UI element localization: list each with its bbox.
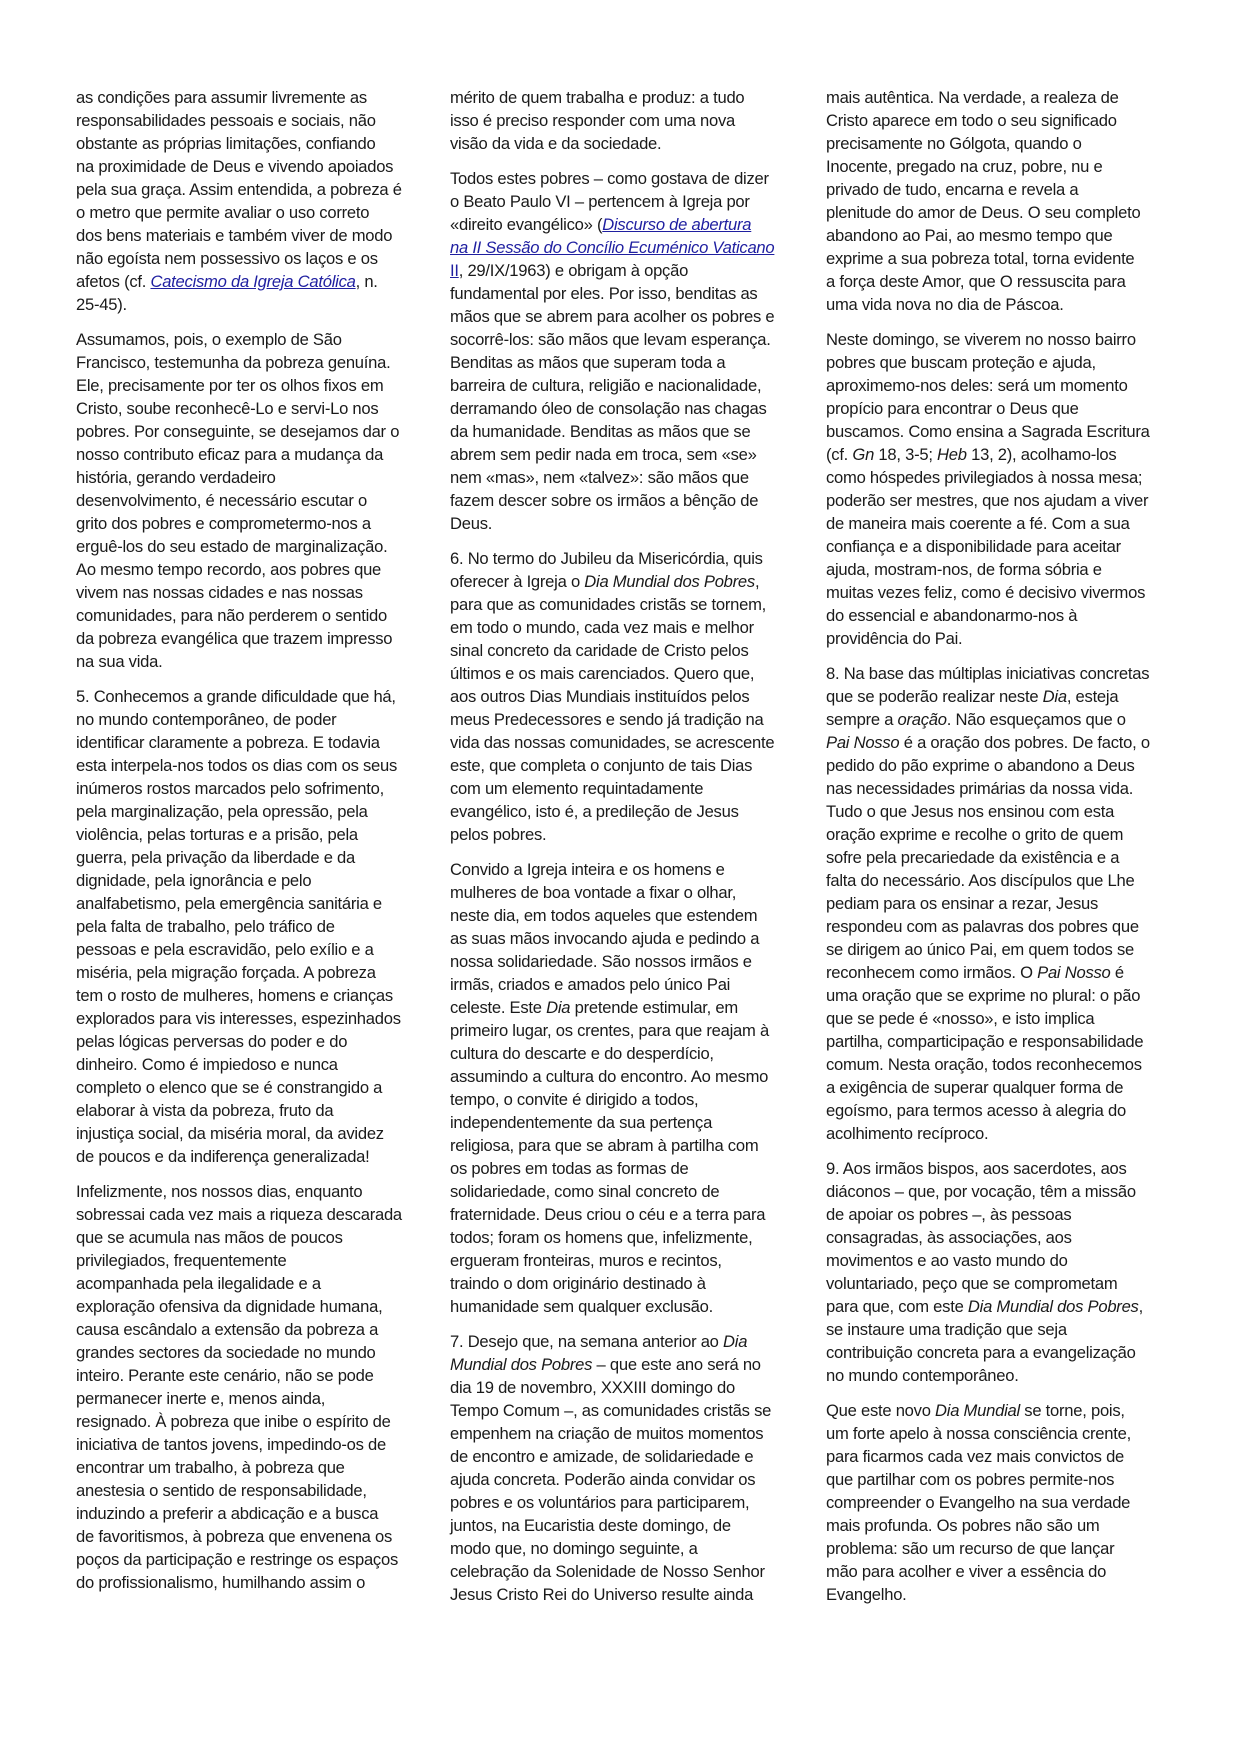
text-line: guerra, pela privação da liberdade e da <box>76 848 355 867</box>
text-line: vivem nas nossas cidades e nas nossas <box>76 583 363 602</box>
text-line: história, gerando verdadeiro <box>76 468 276 487</box>
text-line: da humanidade. Benditas as mãos que se <box>450 422 751 441</box>
text-line: empenhem na criação de muitos momentos <box>450 1424 764 1443</box>
text-line: diáconos – que, por vocação, têm a missão <box>826 1182 1136 1201</box>
text-line: analfabetismo, pela emergência sanitária e <box>76 894 382 913</box>
text-fragment: pretende estimular, em <box>570 998 738 1017</box>
text-line: encontrar um trabalho, à pobreza que <box>76 1458 345 1477</box>
paragraph-wealth-inequality <box>76 1180 426 1594</box>
emphasis-text: Dia Mundial <box>935 1401 1020 1420</box>
text-line: no mundo contemporâneo, de poder <box>76 710 337 729</box>
text-line: no mundo contemporâneo. <box>826 1366 1019 1385</box>
paragraph-invitation <box>450 858 798 1318</box>
text-line: Evangelho. <box>826 1585 907 1604</box>
text-fragment: para que, com este <box>826 1297 968 1316</box>
text-line: Infelizmente, nos nossos dias, enquanto <box>76 1182 363 1201</box>
text-fragment: , esteja <box>1066 687 1119 706</box>
text-line: humanidade sem qualquer exclusão. <box>450 1297 713 1316</box>
text-line: obstante as próprias limitações, confiando <box>76 134 376 153</box>
text-line: plenitude do amor de Deus. O seu completo <box>826 203 1141 222</box>
text-line: cultura do descarte e do desperdício, <box>450 1044 714 1063</box>
text-line: celebração da Solenidade de Nosso Senhor <box>450 1562 765 1581</box>
text-line: que se acumula nas mãos de poucos <box>76 1228 343 1247</box>
text-line: traindo o dom originário destinado à <box>450 1274 706 1293</box>
text-line: se instaure uma tradição que seja <box>826 1320 1067 1339</box>
text-line: ajuda concreta. Poderão ainda convidar os <box>450 1470 756 1489</box>
text-line: responsabilidades pessoais e sociais, não <box>76 111 376 130</box>
text-line: as suas mãos invocando ajuda e pedindo a <box>450 929 760 948</box>
text-line: propício para encontrar o Deus que <box>826 399 1079 418</box>
text-line: dia 19 de novembro, XXXIII domingo do <box>450 1378 736 1397</box>
text-line: com um elemento requintadamente <box>450 779 704 798</box>
text-line <box>450 259 798 282</box>
paragraph-section-8 <box>826 662 1178 1145</box>
emphasis-text: Mundial dos Pobres <box>450 1355 593 1374</box>
text-line: mão para acolher e viver a essência do <box>826 1562 1107 1581</box>
text-line: Jesus Cristo Rei do Universo resulte ainda <box>450 1585 754 1604</box>
text-line <box>826 731 1178 754</box>
text-line: muitas vezes feliz, como é decisivo vivermos <box>826 583 1146 602</box>
text-fragment: – que este ano será no <box>592 1355 761 1374</box>
text-fragment: é <box>1110 963 1124 982</box>
text-line: compreender o Evangelho na sua verdade <box>826 1493 1131 1512</box>
text-fragment: sempre a <box>826 710 898 729</box>
text-line: se dirigem ao único Pai, em quem todos se <box>826 940 1134 959</box>
text-line: esta interpela-nos todos os dias com os seus <box>76 756 398 775</box>
text-line: pela sua graça. Assim entendida, a pobreza é <box>76 180 402 199</box>
text-line: evangélico, isto é, a predileção de Jesus <box>450 802 739 821</box>
text-line <box>450 996 798 1019</box>
paragraph-poverty-definition <box>76 86 426 316</box>
text-line: vida das nossas comunidades, se acrescente <box>450 733 775 752</box>
text-line: nem «mas», nem «talvez»: são mãos que <box>450 468 749 487</box>
text-line: Cristo, soube reconhecê-Lo e servi-Lo nos <box>76 399 379 418</box>
text-line: Convido a Igreja inteira e os homens e <box>450 860 725 879</box>
column-middle <box>450 86 798 1606</box>
text-line: completo o elenco que se é constrangido a <box>76 1078 383 1097</box>
paragraph-neighborhood <box>826 328 1178 650</box>
text-line: a exigência de superar qualquer forma de <box>826 1078 1124 1097</box>
discourse-link-end[interactable]: II <box>450 261 459 280</box>
text-line: movimentos e ao vasto mundo do <box>826 1251 1068 1270</box>
emphasis-text: Heb <box>937 445 967 464</box>
text-line: pobres e os voluntários para participarem, <box>450 1493 750 1512</box>
text-line: sobressai cada vez mais a riqueza descarada <box>76 1205 402 1224</box>
text-line: socorrê-los: são mãos que levam esperança. <box>450 330 771 349</box>
text-line: em todo o mundo, cada vez mais e melhor <box>450 618 754 637</box>
text-fragment: , 29/IX/1963) e obrigam à opção <box>458 261 689 280</box>
text-line: o Beato Paulo VI – pertencem à Igreja por <box>450 192 750 211</box>
paragraph-continuation-merit <box>450 86 798 155</box>
text-line <box>76 270 426 293</box>
text-line: Ao mesmo tempo recordo, aos pobres que <box>76 560 382 579</box>
text-line: problema: são um recurso de que lançar <box>826 1539 1115 1558</box>
text-line: induzindo a preferir a abdicação e a busca <box>76 1504 379 1523</box>
text-line: Todos estes pobres – como gostava de dizer <box>450 169 769 188</box>
text-line: Neste domingo, se viverem no nosso bairro <box>826 330 1136 349</box>
text-line: 5. Conhecemos a grande dificuldade que há, <box>76 687 396 706</box>
discourse-link[interactable]: Discurso de abertura <box>602 215 752 234</box>
paragraph-section-6 <box>450 547 798 846</box>
text-line: poços da participação e restringe os espaços <box>76 1550 398 1569</box>
text-line: confiança e a disponibilidade para aceitar <box>826 537 1121 556</box>
text-line: aproximemo-nos deles: será um momento <box>826 376 1128 395</box>
text-line: aos outros Dias Mundiais instituídos pelos <box>450 687 750 706</box>
text-line: sofre pela precariedade da existência e a <box>826 848 1120 867</box>
text-line: últimos e os mais carenciados. Quero que, <box>450 664 755 683</box>
text-line: inteiro. Perante este cenário, não se pode <box>76 1366 374 1385</box>
text-line: este, que completa o conjunto de tais Dias <box>450 756 753 775</box>
paragraph-section-5 <box>76 685 426 1168</box>
text-line: partilha, comparticipação e responsabilidade <box>826 1032 1144 1051</box>
text-line: uma oração que se exprime no plural: o pão <box>826 986 1141 1005</box>
text-line: de favoritismos, à pobreza que envenena os <box>76 1527 393 1546</box>
text-line: egoísmo, para termos acesso à alegria do <box>826 1101 1126 1120</box>
text-line <box>450 236 798 259</box>
text-line: Cristo aparece em todo o seu significado <box>826 111 1117 130</box>
text-fragment: 13, 2), acolhamo-los <box>966 445 1117 464</box>
text-line: 25-45). <box>76 295 127 314</box>
text-line: causa escândalo a extensão da pobreza a <box>76 1320 379 1339</box>
text-line: Tempo Comum –, as comunidades cristãs se <box>450 1401 772 1420</box>
text-line: solidariedade, como sinal concreto de <box>450 1182 720 1201</box>
text-line: Deus. <box>450 514 493 533</box>
text-line: mãos que se abrem para acolher os pobres e <box>450 307 775 326</box>
text-line: derramando óleo de consolação nas chagas <box>450 399 767 418</box>
text-line: contribuição concreta para a evangelização <box>826 1343 1136 1362</box>
text-line <box>450 1353 798 1376</box>
text-fragment: 7. Desejo que, na semana anterior ao <box>450 1332 724 1351</box>
text-line: resignado. À pobreza que inibe o espírito de <box>76 1412 391 1431</box>
text-line: não egoísta nem possessivo os laços e os <box>76 249 378 268</box>
text-line: mulheres de boa vontade a fixar o olhar, <box>450 883 737 902</box>
text-line: pediam para os ensinar a rezar, Jesus <box>826 894 1099 913</box>
text-line: Tudo o que Jesus nos ensinou com esta <box>826 802 1115 821</box>
paragraph-section-9 <box>826 1157 1178 1387</box>
text-line: independentemente da sua pertença <box>450 1113 713 1132</box>
discourse-link-continued[interactable]: na II Sessão do Concílio Ecuménico Vaticano <box>450 238 775 257</box>
text-line: como hóspedes privilegiados à nossa mesa; <box>826 468 1143 487</box>
text-line: poderão ser mestres, que nos ajudam a viver <box>826 491 1149 510</box>
text-line: nosso contributo eficaz para a mudança da <box>76 445 384 464</box>
text-line: abrem sem pedir nada em troca, sem «se» <box>450 445 757 464</box>
text-line: neste dia, em todos aqueles que estendem <box>450 906 758 925</box>
text-line: comunidades, para não perderem o sentido <box>76 606 388 625</box>
text-line: pela marginalização, pela opressão, pela <box>76 802 368 821</box>
text-line: falta do necessário. Aos discípulos que Lhe <box>826 871 1135 890</box>
text-line: nas necessidades primárias da nossa vida. <box>826 779 1134 798</box>
text-line: de encontro e amizade, de solidariedade e <box>450 1447 754 1466</box>
text-line: 6. No termo do Jubileu da Misericórdia, quis <box>450 549 763 568</box>
text-line: na proximidade de Deus e vivendo apoiados <box>76 157 394 176</box>
text-line: fazem descer sobre os irmãos a bênção de <box>450 491 759 510</box>
text-line: nossa solidariedade. São nossos irmãos e <box>450 952 752 971</box>
paragraph-section-7 <box>450 1330 798 1606</box>
text-line: pobres que buscam proteção e ajuda, <box>826 353 1096 372</box>
paragraph-conclusion <box>826 1399 1178 1606</box>
text-line: iniciativa de tantos jovens, impedindo-os de <box>76 1435 387 1454</box>
text-line: 9. Aos irmãos bispos, aos sacerdotes, aos <box>826 1159 1127 1178</box>
text-line: o metro que permite avaliar o uso correto <box>76 203 370 222</box>
paragraph-golgotha <box>826 86 1178 316</box>
text-line: Assumamos, pois, o exemplo de São <box>76 330 342 349</box>
text-line: exploração ofensiva da dignidade humana, <box>76 1297 383 1316</box>
text-line: religiosa, para que se abram à partilha com <box>450 1136 759 1155</box>
text-line: respondeu com as palavras dos pobres que <box>826 917 1139 936</box>
text-line: tem o rosto de mulheres, homens e crianças <box>76 986 393 1005</box>
text-line: a força deste Amor, que O ressuscita para <box>826 272 1126 291</box>
text-line <box>826 1399 1178 1422</box>
text-line: precisamente no Gólgota, quando o <box>826 134 1082 153</box>
text-line: dinheiro. Como é impiedoso e nunca <box>76 1055 338 1074</box>
text-line: para ficarmos cada vez mais convictos de <box>826 1447 1125 1466</box>
text-line: inúmeros rostos marcados pelo sofrimento, <box>76 779 384 798</box>
text-line: pelas lógicas perversas do poder e do <box>76 1032 348 1051</box>
text-line: explorados para vis interesses, espezinhados <box>76 1009 401 1028</box>
text-line: barreira de cultura, religião e nacionalidade, <box>450 376 762 395</box>
catechism-link[interactable]: Catecismo da Igreja Católica <box>150 272 356 291</box>
text-line: ajuda, mostram-nos, de forma sóbria e <box>826 560 1102 579</box>
text-line: um forte apelo à nossa consciência crente, <box>826 1424 1131 1443</box>
text-line: providência do Pai. <box>826 629 963 648</box>
text-line: anestesia o sentido de responsabilidade, <box>76 1481 367 1500</box>
text-fragment: se torne, pois, <box>1019 1401 1125 1420</box>
text-line <box>450 1330 798 1353</box>
text-line: buscamos. Como ensina a Sagrada Escritura <box>826 422 1150 441</box>
text-fragment: celeste. Este <box>450 998 547 1017</box>
emphasis-text: Gn <box>852 445 875 464</box>
text-line <box>826 1295 1178 1318</box>
text-line: dignidade, pela ignorância e pelo <box>76 871 312 890</box>
text-line: que se pede é «nosso», e isto implica <box>826 1009 1095 1028</box>
text-line: privilegiados, frequentemente <box>76 1251 287 1270</box>
text-line: dos bens materiais e também viver de modo <box>76 226 393 245</box>
text-line: pessoas e pela escravidão, pelo exílio e a <box>76 940 374 959</box>
text-line: miséria, pela migração forçada. A pobreza <box>76 963 376 982</box>
text-line: acolhimento recíproco. <box>826 1124 989 1143</box>
text-line: ergueram fronteiras, muros e recintos, <box>450 1251 722 1270</box>
text-fragment: Que este novo <box>826 1401 936 1420</box>
text-line: juntos, na Eucaristia deste domingo, de <box>450 1516 731 1535</box>
text-line: Ele, precisamente por ter os olhos fixos em <box>76 376 384 395</box>
emphasis-text: Pai Nosso <box>826 733 900 752</box>
emphasis-text: Dia <box>546 998 571 1017</box>
text-line: comum. Nesta oração, todos reconhecemos <box>826 1055 1142 1074</box>
text-line: pobres. Por conseguinte, se desejamos dar o <box>76 422 400 441</box>
text-line: que partilhar com os pobres permite-nos <box>826 1470 1115 1489</box>
emphasis-text: Dia Mundial dos Pobres <box>967 1297 1139 1316</box>
text-line <box>826 443 1178 466</box>
text-line: oração exprime e recolhe o grito de quem <box>826 825 1124 844</box>
text-line: irmãs, criados e amados pelo único Pai <box>450 975 731 994</box>
text-line: na sua vida. <box>76 652 163 671</box>
text-line <box>826 961 1178 984</box>
emphasis-text: Dia Mundial dos Pobres <box>584 572 755 591</box>
text-line: mais profunda. Os pobres não são um <box>826 1516 1100 1535</box>
text-line: mérito de quem trabalha e produz: a tudo <box>450 88 745 107</box>
text-line: injustiça social, da miséria moral, da avidez <box>76 1124 384 1143</box>
text-line: violência, pelas torturas e a prisão, pela <box>76 825 358 844</box>
text-line: identificar claramente a pobreza. E todavia <box>76 733 380 752</box>
column-left <box>76 86 426 1594</box>
text-line: voluntariado, peço que se comprometam <box>826 1274 1118 1293</box>
text-line: da pobreza evangélica que trazem impresso <box>76 629 393 648</box>
text-line: tempo, o convite é dirigido a todos, <box>450 1090 699 1109</box>
text-line: modo que, no domingo seguinte, a <box>450 1539 698 1558</box>
paragraph-saint-francis <box>76 328 426 673</box>
text-line: 8. Na base das múltiplas iniciativas concretas <box>826 664 1150 683</box>
text-line: os pobres em todas as formas de <box>450 1159 689 1178</box>
paragraph-paul-vi <box>450 167 798 535</box>
text-line: fraternidade. Deus criou o céu e a terra para <box>450 1205 766 1224</box>
text-line: de maneira mais coerente a fé. Com a sua <box>826 514 1130 533</box>
column-right <box>826 86 1178 1606</box>
text-line: isso é preciso responder com uma nova <box>450 111 735 130</box>
text-line <box>450 570 798 593</box>
text-fragment: oferecer à Igreja o <box>450 572 585 591</box>
text-line: pedido do pão exprime o abandono a Deus <box>826 756 1135 775</box>
text-line: exprime a sua pobreza total, torna evidente <box>826 249 1135 268</box>
text-line: erguê-los do seu estado de marginalização. <box>76 537 388 556</box>
text-line: assumindo a cultura do encontro. Ao mesmo <box>450 1067 769 1086</box>
text-line: consagradas, às associações, aos <box>826 1228 1072 1247</box>
text-fragment: , n. <box>355 272 378 291</box>
text-line: para que as comunidades cristãs se tornem, <box>450 595 767 614</box>
text-fragment: afetos (cf. <box>76 272 151 291</box>
text-line: primeiro lugar, os crentes, para que reajam à <box>450 1021 769 1040</box>
text-line: grandes sectores da sociedade no mundo <box>76 1343 376 1362</box>
emphasis-text: oração <box>897 710 947 729</box>
text-line: Benditas as mãos que superam toda a <box>450 353 726 372</box>
emphasis-text: Dia <box>723 1332 748 1351</box>
text-fragment: «direito evangélico» ( <box>450 215 603 234</box>
text-fragment: que se poderão realizar neste <box>826 687 1043 706</box>
emphasis-text: Dia <box>1042 687 1067 706</box>
text-fragment: reconhecem como irmãos. O <box>826 963 1038 982</box>
text-fragment: , <box>1138 1297 1143 1316</box>
text-line: visão da vida e da sociedade. <box>450 134 662 153</box>
text-line: meus Predecessores e sendo já tradição na <box>450 710 764 729</box>
emphasis-text: Pai Nosso <box>1037 963 1111 982</box>
text-line: de poucos e da indiferença generalizada! <box>76 1147 370 1166</box>
text-line <box>450 213 798 236</box>
text-fragment: é a oração dos pobres. De facto, o <box>899 733 1150 752</box>
text-fragment: (cf. <box>826 445 853 464</box>
text-line: desenvolvimento, é necessário escutar o <box>76 491 367 510</box>
text-line: uma vida nova no dia de Páscoa. <box>826 295 1064 314</box>
text-line: fundamental por eles. Por isso, benditas as <box>450 284 758 303</box>
text-line: Francisco, testemunha da pobreza genuína. <box>76 353 391 372</box>
text-fragment: , <box>754 572 760 591</box>
text-line: Inocente, pregado na cruz, pobre, nu e <box>826 157 1103 176</box>
text-fragment: 18, 3-5; <box>874 445 938 464</box>
text-line: de apoiar os pobres –, às pessoas <box>826 1205 1072 1224</box>
text-line: pela falta de trabalho, pelo tráfico de <box>76 917 335 936</box>
text-line: acompanhada pela ilegalidade e a <box>76 1274 321 1293</box>
text-line: privado de tudo, encarna e revela a <box>826 180 1079 199</box>
text-line: do profissionalismo, humilhando assim o <box>76 1573 366 1592</box>
text-line: grito dos pobres e comprometermo-nos a <box>76 514 371 533</box>
text-line <box>826 685 1178 708</box>
text-line: as condições para assumir livremente as <box>76 88 367 107</box>
text-fragment: . Não esqueçamos que o <box>946 710 1126 729</box>
text-line <box>826 708 1178 731</box>
text-line: todos; foram os homens que, infelizmente, <box>450 1228 753 1247</box>
text-line: sinal concreto da caridade de Cristo pelos <box>450 641 749 660</box>
text-line: abandono ao Pai, ao mesmo tempo que <box>826 226 1113 245</box>
text-line: permanecer inerte e, menos ainda, <box>76 1389 326 1408</box>
text-line: mais autêntica. Na verdade, a realeza de <box>826 88 1119 107</box>
text-line: do essencial e abandonarmo-nos à <box>826 606 1078 625</box>
text-line: pelos pobres. <box>450 825 547 844</box>
text-line: elaborar à vista da pobreza, fruto da <box>76 1101 334 1120</box>
